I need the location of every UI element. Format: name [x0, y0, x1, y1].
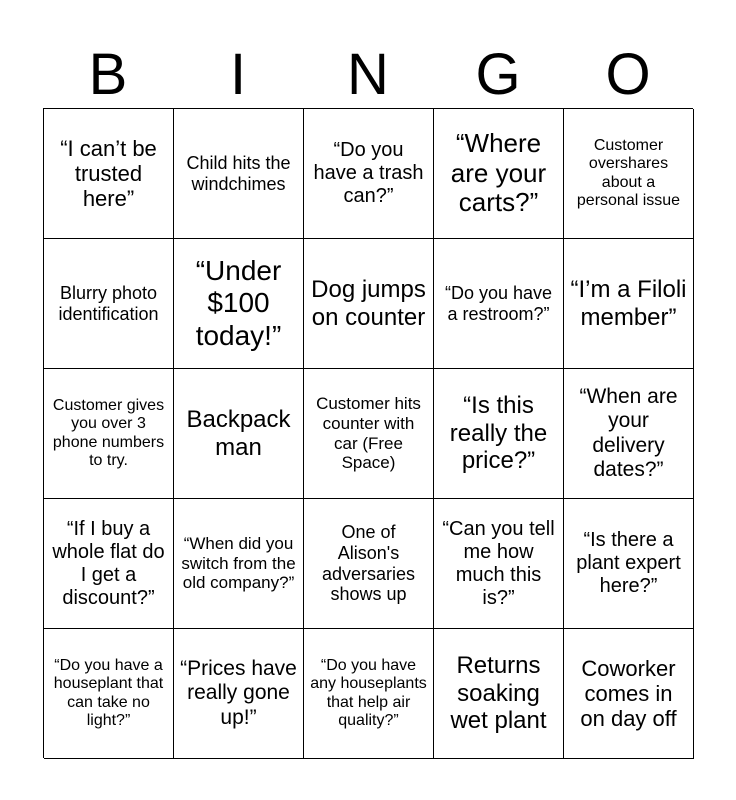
- bingo-cell[interactable]: [564, 239, 694, 369]
- cell-text: Blurry photo identification: [58, 282, 159, 324]
- cell-text: “Do you have any houseplants that help air quality?”: [310, 656, 427, 729]
- bingo-cell[interactable]: [174, 109, 304, 239]
- cell-text: “Can you tell me how much this is?”: [442, 517, 555, 609]
- bingo-cell[interactable]: [304, 629, 434, 759]
- header-letter-i: I: [229, 42, 247, 107]
- bingo-cell[interactable]: [564, 499, 694, 629]
- bingo-cell[interactable]: [44, 369, 174, 499]
- bingo-header: [43, 42, 693, 108]
- bingo-cell[interactable]: [44, 239, 174, 369]
- cell-text: “When are your delivery dates?”: [579, 385, 678, 481]
- bingo-cell[interactable]: [174, 499, 304, 629]
- bingo-cell[interactable]: [434, 499, 564, 629]
- bingo-cell[interactable]: [564, 369, 694, 499]
- bingo-cell[interactable]: [564, 109, 694, 239]
- free-space-cell[interactable]: [304, 369, 434, 499]
- bingo-cell[interactable]: [44, 499, 174, 629]
- cell-text: One of Alison's adversaries shows up: [321, 522, 416, 605]
- cell-text: “I’m a Filoli member”: [570, 275, 687, 331]
- cell-text: “Do you have a trash can?”: [313, 139, 424, 207]
- cell-text: “Do you have a restroom?”: [444, 282, 553, 324]
- bingo-cell[interactable]: [304, 499, 434, 629]
- cell-text: “Where are your carts?”: [450, 127, 547, 218]
- cell-text: Returns soaking wet plant: [450, 652, 547, 735]
- bingo-cell[interactable]: [174, 369, 304, 499]
- header-letter-n: N: [347, 42, 389, 107]
- bingo-cell[interactable]: [564, 629, 694, 759]
- cell-text: “Is there a plant expert here?”: [576, 529, 681, 597]
- cell-text: Backpack man: [186, 405, 291, 461]
- bingo-cell[interactable]: [434, 109, 564, 239]
- cell-text: “I can’t be trusted here”: [60, 135, 157, 212]
- cell-text: Dog jumps on counter: [311, 275, 426, 331]
- header-letter-o: O: [605, 42, 651, 107]
- bingo-cell[interactable]: [434, 369, 564, 499]
- cell-text: Customer hits counter with car (Free Space): [316, 394, 421, 473]
- bingo-cell[interactable]: [304, 239, 434, 369]
- bingo-cell[interactable]: [174, 239, 304, 369]
- cell-text: Child hits the windchimes: [186, 152, 291, 194]
- bingo-cell[interactable]: [174, 629, 304, 759]
- header-letter-b: B: [88, 42, 128, 107]
- bingo-card-grid: [43, 108, 693, 758]
- cell-text: Customer gives you over 3 phone numbers to try.: [52, 396, 165, 469]
- bingo-cell[interactable]: [434, 239, 564, 369]
- bingo-cell[interactable]: [44, 629, 174, 759]
- header-letter-g: G: [475, 42, 521, 107]
- cell-text: “Do you have a houseplant that can take no light?”: [53, 656, 164, 729]
- cell-text: Customer overshares about a personal issue: [576, 136, 681, 209]
- cell-text: “When did you switch from the old company?”: [181, 534, 296, 593]
- cell-text: “Prices have really gone up!”: [180, 657, 297, 729]
- cell-text: “Under $100 today!”: [195, 255, 282, 351]
- cell-text: “If I buy a whole flat do I get a discount?”: [52, 517, 165, 609]
- cell-text: “Is this really the price?”: [449, 392, 548, 475]
- bingo-cell[interactable]: [304, 109, 434, 239]
- cell-text: Coworker comes in on day off: [580, 655, 677, 732]
- bingo-cell[interactable]: [44, 109, 174, 239]
- bingo-cell[interactable]: [434, 629, 564, 759]
